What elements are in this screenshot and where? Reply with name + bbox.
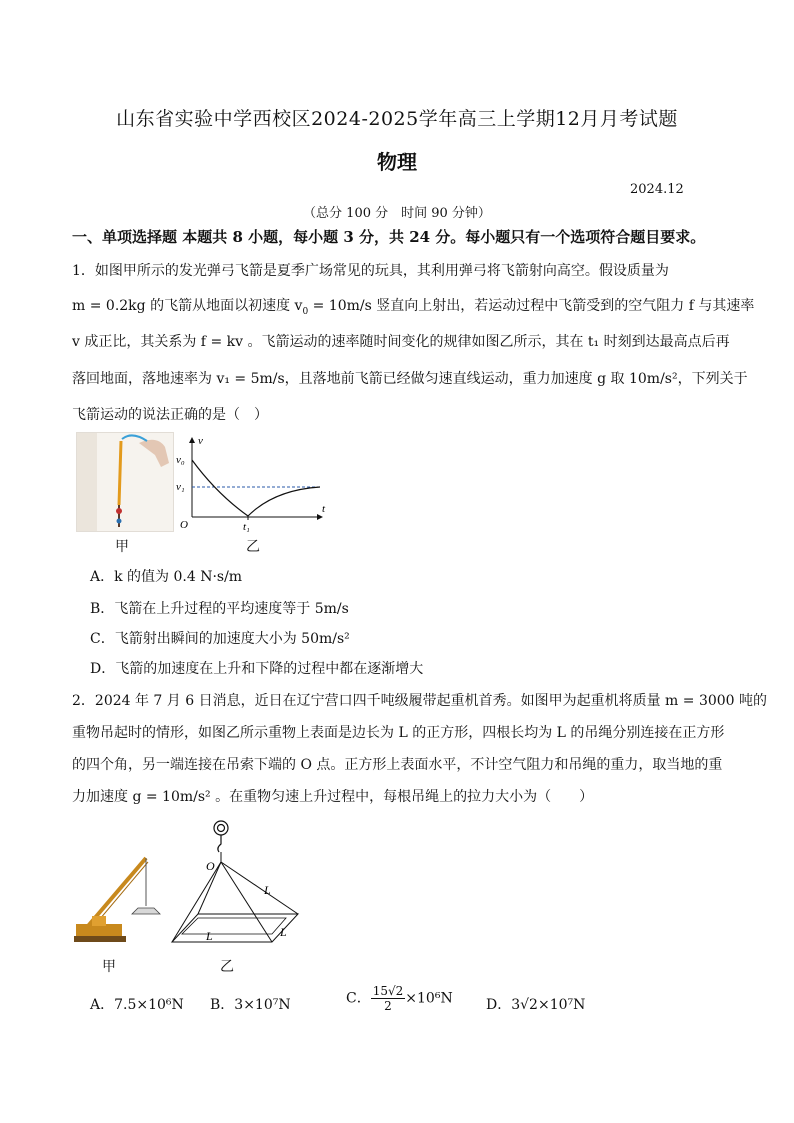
q2-line-1: 2．2024 年 7 月 6 日消息，近日在辽宁营口四千吨级履带起重机首秀。如图甲为起重机将质量 m = 3000 吨的	[72, 693, 768, 709]
q2-option-c-num: 15√2	[372, 984, 404, 998]
q2-rope-diagram	[168, 818, 308, 946]
q1-line-3: v 成正比，其关系为 f = kv 。飞箭运动的速率随时间变化的规律如图乙所示，其在 t₁ 时刻到达最高点后再	[72, 334, 730, 350]
subject-title: 物理	[377, 150, 417, 174]
q2-fig-label-b: 乙	[220, 959, 234, 975]
q2-option-c-den: 2	[384, 999, 392, 1013]
graph-label-t1: t₁	[243, 521, 250, 532]
label-l-bottom: L	[206, 929, 213, 943]
exam-title: 山东省实验中学西校区2024-2025学年高三上学期12月月考试题	[116, 108, 678, 130]
q2-fig-label-a: 甲	[102, 959, 116, 975]
label-l-side: L	[280, 925, 287, 939]
score-time: （总分 100 分 时间 90 分钟）	[303, 206, 491, 221]
graph-label-v0: v₀	[176, 454, 185, 466]
q2-option-d[interactable]: D．3√2×10⁷N	[486, 997, 586, 1013]
q2-crane-image	[72, 852, 172, 944]
q2-option-c[interactable]	[346, 984, 453, 1013]
q1-line-2a: m = 0.2kg 的飞箭从地面以初速度 v	[72, 298, 303, 314]
q2-line-3: 的四个角，另一端连接在吊索下端的 O 点。正方形上表面水平，不计空气阻力和吊绳的重力，取当地的重	[72, 757, 723, 773]
q2-option-c-fraction	[371, 984, 406, 1013]
exam-date: 2024.12	[630, 182, 684, 197]
q1-line-2b: = 10m/s 竖直向上射出，若运动过程中飞箭受到的空气阻力 f 与其速率	[308, 298, 755, 314]
q1-line-4: 落回地面，落地速率为 v₁ = 5m/s，且落地前飞箭已经做匀速直线运动，重力加速度 g 取 10m/s²，下列关于	[72, 371, 748, 387]
q1-fig-label-a: 甲	[115, 539, 129, 555]
label-l-rope: L	[264, 883, 271, 897]
q1-option-d[interactable]: D．飞箭的加速度在上升和下降的过程中都在逐渐增大	[90, 661, 424, 677]
q1-line-2-sub: 0	[302, 306, 309, 317]
slingshot-image	[77, 433, 173, 531]
q1-line-1: 1．如图甲所示的发光弹弓飞箭是夏季广场常见的玩具，其利用弹弓将飞箭射向高空。假设质量为	[72, 263, 669, 279]
label-o: O	[206, 859, 215, 873]
q2-option-a[interactable]: A．7.5×10⁶N	[90, 997, 184, 1013]
q1-vt-graph	[172, 432, 336, 532]
q1-option-c[interactable]: C．飞箭射出瞬间的加速度大小为 50m/s²	[90, 631, 350, 647]
q1-fig-label-b: 乙	[246, 539, 260, 555]
q1-line-2	[72, 295, 754, 317]
graph-label-t: t	[322, 503, 326, 515]
q2-line-4: 力加速度 g = 10m/s² 。在重物匀速上升过程中，每根吊绳上的拉力大小为（ ）	[72, 789, 594, 805]
graph-label-o: O	[180, 519, 188, 531]
graph-curve	[192, 460, 320, 516]
graph-label-v1: v₁	[176, 481, 185, 493]
q2-option-c-suffix: ×10⁶N	[405, 990, 453, 1007]
q1-option-b[interactable]: B．飞箭在上升过程的平均速度等于 5m/s	[90, 601, 349, 617]
q1-line-5: 飞箭运动的说法正确的是（ ）	[72, 407, 268, 423]
graph-label-v: v	[198, 435, 203, 447]
q2-option-c-prefix: C．	[346, 990, 371, 1007]
hook-ring	[214, 821, 228, 835]
q2-option-b[interactable]: B．3×10⁷N	[210, 997, 291, 1013]
q2-line-2: 重物吊起时的情形，如图乙所示重物上表面是边长为 L 的正方形，四根长均为 L 的吊绳分别连接在正方形	[72, 725, 725, 741]
q1-photo-slingshot	[76, 432, 174, 532]
q1-option-a[interactable]: A．k 的值为 0.4 N·s/m	[90, 569, 243, 585]
hook	[218, 835, 221, 852]
section-heading: 一、单项选择题 本题共 8 小题，每小题 3 分，共 24 分。每小题只有一个选项符合题目要求。	[72, 228, 706, 246]
